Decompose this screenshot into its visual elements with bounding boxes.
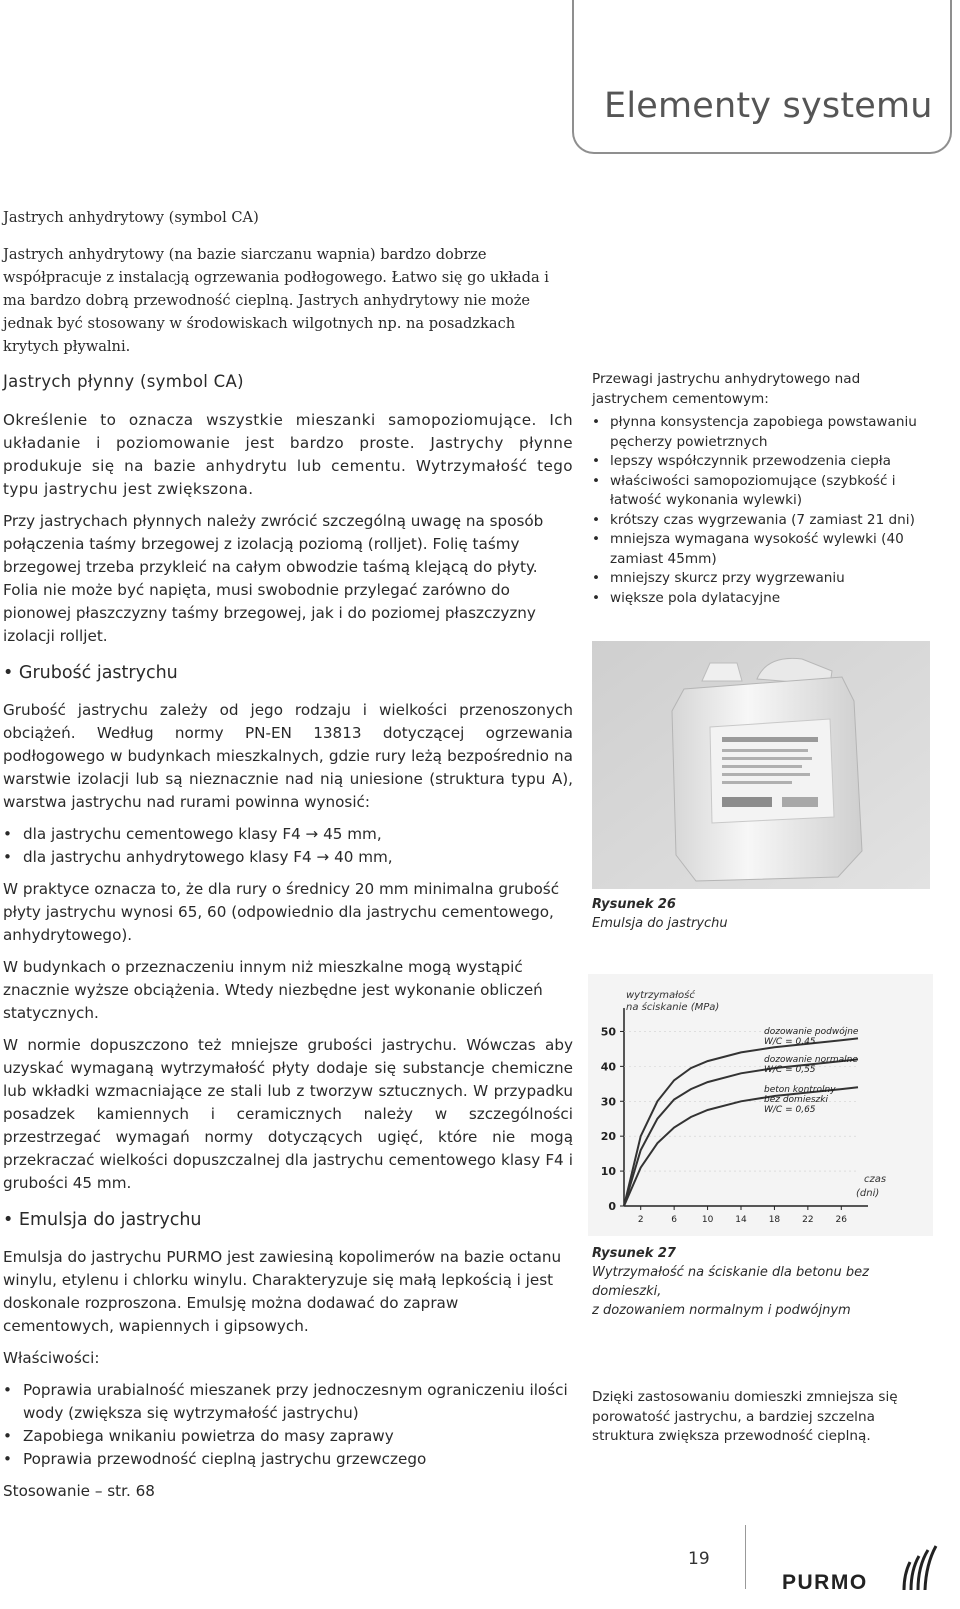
- chart-background: [588, 974, 933, 1236]
- emulsion-canister-image: [592, 641, 930, 889]
- series-label-control: W/C = 0,65: [764, 1105, 816, 1115]
- purmo-logo: [780, 1540, 940, 1600]
- heading-emulsion: • Emulsja do jastrychu: [3, 1210, 202, 1230]
- paragraph-practice: W praktyce oznacza to, że dla rury o średnicy 20 mm minimalna grubość płyty jastrychu wynosi 65, 60 (odpowiednio dla jastrychu cementowego, anhydrytowego).: [3, 880, 560, 944]
- page-number: 19: [688, 1549, 710, 1569]
- strength-chart: [588, 974, 933, 1236]
- series-label-normal: W/C = 0,55: [764, 1065, 816, 1075]
- properties-label: Właściwości:: [3, 1349, 100, 1367]
- paragraph-edge-tape: Przy jastrychach płynnych należy zwrócić szczególną uwagę na sposób połączenia taśmy brzegowej z izolacją poziomą (rolljet). Folię taśmy brzegowej trzeba przykleić na całym obwodzie taśmą klejącą do płyty. Folia nie może być napięta, musi swobodnie przylegać zarówno do pionowej płaszczyzny taśmy brzegowej, jak i do poziomej płaszczyzny izolacji rolljet.: [3, 512, 544, 645]
- logo-text: PURMO: [782, 1571, 868, 1594]
- figure-27-number: Rysunek 27: [592, 1246, 676, 1261]
- figure-27-text: z dozowaniem normalnym i podwójnym: [592, 1303, 851, 1318]
- list-item: • Zapobiega wnikaniu powietrza do masy zaprawy: [3, 1425, 573, 1448]
- x-tick-label: 26: [835, 1215, 848, 1225]
- list-item: • krótszy czas wygrzewania (7 zamiast 21 dni): [592, 511, 932, 531]
- thickness-list: [3, 823, 573, 869]
- y-axis-label: wytrzymałość: [626, 990, 695, 1001]
- usage-reference: Stosowanie – str. 68: [3, 1482, 155, 1500]
- header-box: [572, 0, 952, 154]
- y-tick-label: 30: [600, 1095, 616, 1109]
- x-axis-label: czas: [864, 1174, 887, 1185]
- paragraph-smaller-thickness: W normie dopuszczono też mniejsze grubości jastrychu. Wówczas aby uzyskać wymaganą wytrzymałość płyty dodaje się substancje chemiczne lub wkładki wzmacniające ze stali lub z tworzyw sztucznych. W przypadku posadzek kamiennych i ceramicznych należy w szczególności przestrzegać wymagań normy dotyczących ugięć, które nie mogą przekraczać wielkości dopuszczalnej dla jastrychu cementowego klasy F4 i grubości 45 mm.: [3, 1036, 573, 1192]
- x-tick-label: 6: [671, 1215, 678, 1225]
- y-tick-label: 50: [600, 1025, 616, 1039]
- paragraph-other-buildings: W budynkach o przeznaczeniu innym niż mieszkalne mogą wystąpić znacznie wyższe obciążenia. Wtedy niezbędne jest wykonanie obliczeń statycznych.: [3, 958, 543, 1022]
- y-tick-label: 10: [600, 1165, 616, 1179]
- x-tick-label: 2: [637, 1215, 644, 1225]
- logo-mark-icon: [904, 1562, 910, 1590]
- paragraph-emulsion: Emulsja do jastrychu PURMO jest zawiesiną kopolimerów na bazie octanu winylu, etylenu i chlorku winylu. Charakteryzuje się małą lepkością i jest doskonale rozproszona. Emulsję można dodawać do zapraw cementowych, wapiennych i gipsowych.: [3, 1248, 562, 1335]
- x-tick-label: 14: [735, 1215, 747, 1225]
- heading-liquid-screed: Jastrych płynny (symbol CA): [3, 372, 244, 391]
- closing-note: Dzięki zastosowaniu domieszki zmniejsza się porowatość jastrychu, a bardziej szczelna struktura zwiększa przewodność cieplną.: [592, 1389, 898, 1444]
- list-item: • płynna konsystencja zapobiega powstawaniu pęcherzy powietrznych: [592, 413, 932, 452]
- main-column: [3, 206, 573, 1512]
- series-label-normal: dozowanie normalne: [764, 1055, 858, 1065]
- series-label-control: bez domieszki: [764, 1095, 828, 1105]
- footer-divider: [745, 1525, 746, 1589]
- y-axis-label: na ściskanie (MPa): [626, 1002, 720, 1013]
- x-tick-label: 22: [802, 1215, 814, 1225]
- figure-26-text: Emulsja do jastrychu: [592, 916, 728, 931]
- advantages-intro: Przewagi jastrychu anhydrytowego nad jastrychem cementowym:: [592, 371, 861, 407]
- list-item: • dla jastrychu cementowego klasy F4 → 45 mm,: [3, 823, 573, 846]
- series-label-double: W/C = 0,45: [764, 1037, 816, 1047]
- list-item: • większe pola dylatacyjne: [592, 589, 932, 609]
- y-tick-label: 0: [608, 1200, 616, 1213]
- y-tick-label: 20: [600, 1130, 616, 1144]
- properties-list: [3, 1379, 573, 1471]
- paragraph-thickness: Grubość jastrychu zależy od jego rodzaju i wielkości przenoszonych obciążeń. Według normy PN-EN 13813 dotyczącej ogrzewania podłogowego w budynkach mieszkalnych, gdzie rury leżą bezpośrednio na warstwie izolacji lub są nieznacznie nad nią uniesione (struktura typu A), warstwa jastrychu nad rurami powinna wynosić:: [3, 701, 573, 811]
- list-item: • lepszy współczynnik przewodzenia ciepła: [592, 452, 932, 472]
- x-axis-label: (dni): [856, 1188, 880, 1199]
- heading-anhydrite: Jastrych anhydrytowy (symbol CA): [3, 209, 259, 226]
- series-label-double: dozowanie podwójne: [764, 1027, 859, 1037]
- heading-thickness: • Grubość jastrychu: [3, 663, 178, 683]
- x-tick-label: 18: [768, 1215, 781, 1225]
- advantages-list: [592, 413, 932, 608]
- figure-26-caption: [592, 895, 932, 933]
- list-item: • dla jastrychu anhydrytowego klasy F4 → 40 mm,: [3, 846, 573, 869]
- list-item: • Poprawia urabialność mieszanek przy jednoczesnym ograniczeniu ilości wody (zwiększa się wytrzymałość jastrychu): [3, 1379, 573, 1425]
- paragraph-liquid-screed: Określenie to oznacza wszystkie mieszanki samopoziomujące. Ich układanie i poziomowanie jest bardzo proste. Jastrychy płynne produkuje się na bazie anhydrytu lub cementu. Wytrzymałość tego typu jastrychu jest zwiększona.: [3, 411, 573, 498]
- figure-27-caption: [592, 1244, 932, 1320]
- y-tick-label: 40: [600, 1060, 616, 1074]
- figure-26-number: Rysunek 26: [592, 897, 676, 912]
- advantages-box: [592, 370, 932, 608]
- list-item: • Poprawia przewodność cieplną jastrychu grzewczego: [3, 1448, 573, 1471]
- list-item: • właściwości samopoziomujące (szybkość i łatwość wykonania wylewki): [592, 472, 932, 511]
- page-title: Elementy systemu: [604, 86, 933, 126]
- list-item: • mniejszy skurcz przy wygrzewaniu: [592, 569, 932, 589]
- list-item: • mniejsza wymagana wysokość wylewki (40 zamiast 45mm): [592, 530, 932, 569]
- x-tick-label: 10: [701, 1215, 714, 1225]
- paragraph-anhydrite: Jastrych anhydrytowy (na bazie siarczanu wapnia) bardzo dobrze współpracuje z instalacją ogrzewania podłogowego. Łatwo się go układa i ma bardzo dobrą przewodność cieplną. Jastrych anhydrytowy nie może jednak być stosowany w środowiskach wilgotnych np. na posadzkach krytych pływalni.: [3, 246, 549, 355]
- series-label-control: beton kontrolny: [764, 1085, 836, 1095]
- figure-27-text: Wytrzymałość na ściskanie dla betonu bez domieszki,: [592, 1265, 869, 1299]
